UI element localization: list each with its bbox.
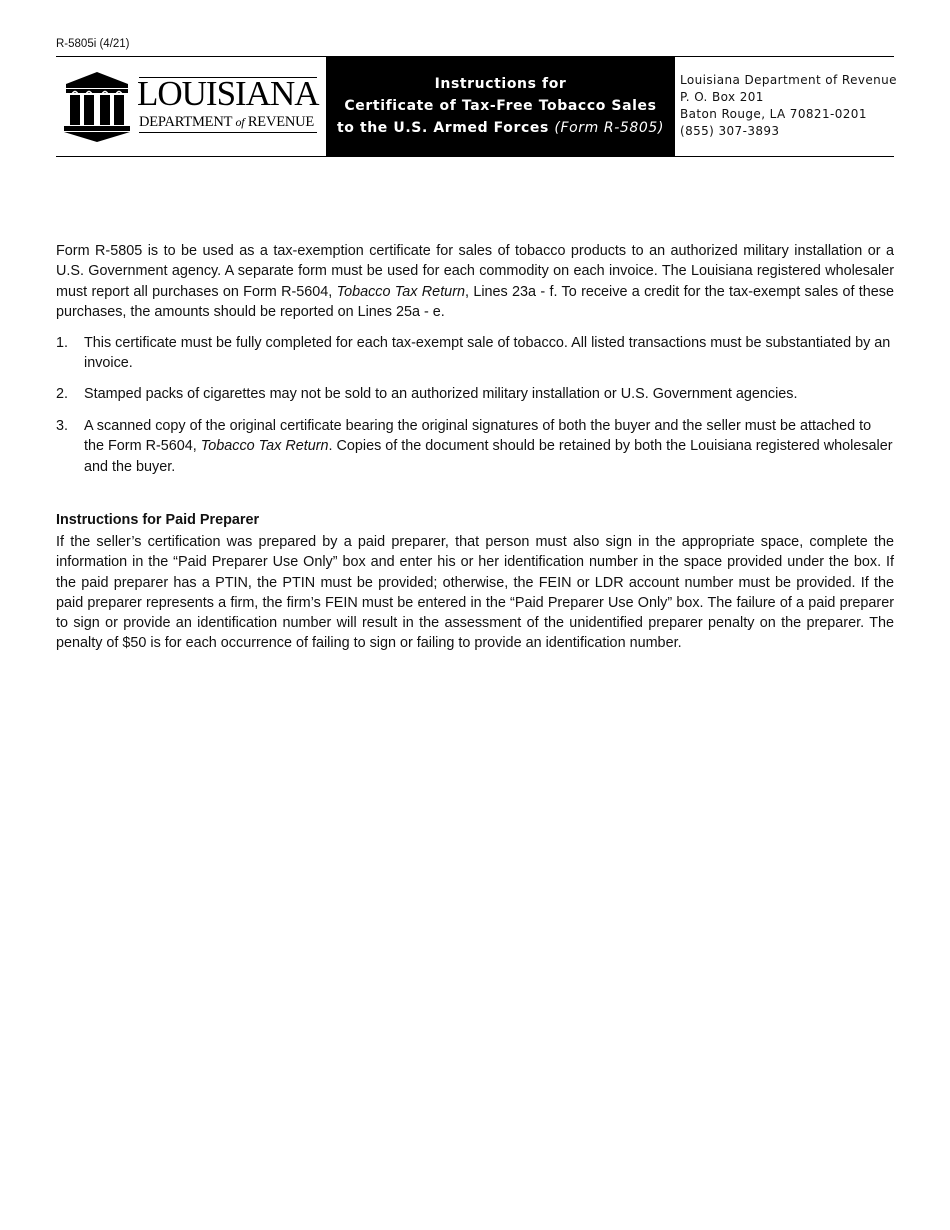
list-item (56, 416, 894, 477)
list-item-number: 3. (56, 418, 69, 434)
list-item-text: Stamped packs of cigarettes may not be sold to an authorized military installation or U.S. Government agencies. (84, 386, 798, 402)
preparer-heading: Instructions for Paid Preparer (56, 512, 260, 528)
address-line-2: P. O. Box 201 (680, 90, 764, 104)
address-line-3: Baton Rouge, LA 70821-0201 (680, 107, 867, 121)
logo-state-name: LOUISIANA (137, 74, 319, 113)
list-item-text: A scanned copy of the original certificate bearing the original signatures of both the buyer and the seller must be attached to the Form R-5604, Tobacco Tax Return. Copies of the document should be retained by both the Louisiana registered wholesaler and the buyer. (84, 418, 893, 475)
address-phone: (855) 307-3893 (680, 124, 780, 138)
capitol-emblem-icon (62, 70, 132, 142)
logo-rule-bottom (139, 132, 317, 133)
intro-paragraph: Form R-5805 is to be used as a tax-exemption certificate for sales of tobacco products to an authorized military installation or a U.S. Government agency. A separate form must be used for each commodity on each invoice. The Louisiana registered wholesaler must report all purchases on Form R-5604, Tobacco Tax Return, Lines 23a - f. To receive a credit for the tax-exempt sales of these purchases, the amounts should be reported on Lines 25a - e. (56, 243, 895, 320)
list-item (56, 333, 894, 374)
form-code: R-5805i (4/21) (56, 38, 130, 50)
list-item-number: 2. (56, 386, 69, 402)
agency-address (680, 72, 897, 140)
title-line-3: to the U.S. Armed Forces (Form R-5805) (336, 120, 665, 136)
header-bottom-rule (56, 156, 894, 157)
list-item (56, 384, 894, 404)
louisiana-dor-logo (62, 70, 322, 144)
preparer-paragraph: If the seller’s certification was prepared by a paid preparer, that person must also sign in the appropriate space, complete the information in the “Paid Preparer Use Only” box and enter his or her identification number in the space provided under the box. If the paid preparer has a PTIN, the PTIN must be provided; otherwise, the FEIN or LDR account number must be provided. If the paid preparer represents a firm, the firm’s FEIN must be entered in the “Paid Preparer Use Only” box. The failure of a paid preparer to sign or provide an identification number will result in the assessment of the unidentified preparer penalty on the preparer. The penalty of $50 is for each occurrence of failing to sign or failing to provide an identification number. (56, 534, 894, 652)
address-line-1: Louisiana Department of Revenue (680, 73, 897, 87)
title-line-2: Certificate of Tax-Free Tobacco Sales (344, 98, 657, 114)
title-line-1: Instructions for (434, 76, 567, 92)
document-title (326, 56, 675, 156)
logo-department-name: DEPARTMENT of REVENUE (139, 114, 315, 130)
list-item-number: 1. (56, 335, 69, 351)
list-item-text: This certificate must be fully completed for each tax-exempt sale of tobacco. All listed transactions must be substantiated by an invoice. (84, 335, 891, 372)
